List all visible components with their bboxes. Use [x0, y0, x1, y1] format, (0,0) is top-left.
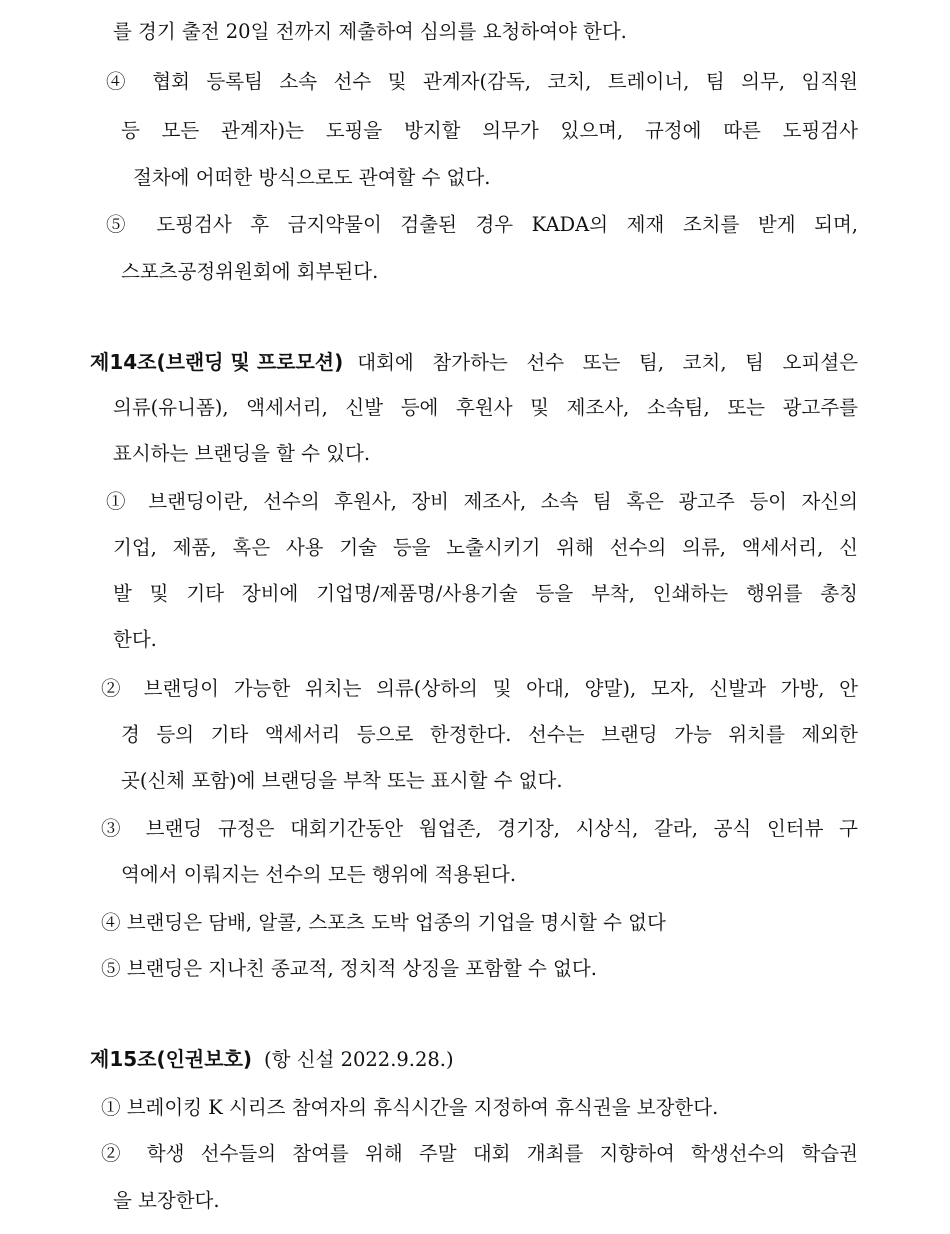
article-14-intro-line: 의류(유니폼), 액세서리, 신발 등에 후원사 및 제조사, 소속팀, 또는 광고주를: [113, 396, 858, 419]
article-14-item-5: ⑤ 브랜딩은 지나친 종교적, 정치적 상징을 포함할 수 없다.: [101, 957, 597, 980]
article-15-item-2-line: ② 학생 선수들의 참여를 위해 주말 대회 개최를 지향하여 학생선수의 학습권: [101, 1142, 858, 1165]
article-14-item-1-line: 한다.: [113, 628, 157, 651]
item-4-line: 등 모든 관계자)는 도핑을 방지할 의무가 있으며, 규정에 따른 도핑검사: [121, 119, 858, 142]
article-14-item-1-line: ① 브랜딩이란, 선수의 후원사, 장비 제조사, 소속 팀 혹은 광고주 등이 자신의: [106, 490, 858, 513]
article-15-item-1: ① 브레이킹 K 시리즈 참여자의 휴식시간을 지정하여 휴식권을 보장한다.: [101, 1096, 719, 1119]
item-5-line: 스포츠공정위원회에 회부된다.: [121, 260, 379, 283]
item-4-line: 절차에 어떠한 방식으로도 관여할 수 없다.: [133, 166, 491, 189]
article-14-item-2-line: ② 브랜딩이 가능한 위치는 의류(상하의 및 아대, 양말), 모자, 신발과 가방, 안: [101, 677, 858, 700]
article-14-item-1-line: 기업, 제품, 혹은 사용 기술 등을 노출시키기 위해 선수의 의류, 액세서리, 신: [113, 536, 858, 559]
paragraph-line: 를 경기 출전 20일 전까지 제출하여 심의를 요청하여야 한다.: [113, 20, 627, 43]
article-14-item-3-line: 역에서 이뤄지는 선수의 모든 행위에 적용된다.: [121, 863, 517, 886]
article-14-heading-row: [90, 349, 858, 376]
article-14-item-2-line: 경 등의 기타 액세서리 등으로 한정한다. 선수는 브랜딩 가능 위치를 제외한: [121, 723, 858, 746]
article-14-intro-line: 대회에 참가하는 선수 또는 팀, 코치, 팀 오피셜은: [357, 351, 858, 374]
item-5-line: ⑤ 도핑검사 후 금지약물이 검출된 경우 KADA의 제재 조치를 받게 되며,: [106, 213, 858, 236]
item-4-line: ④ 협회 등록팀 소속 선수 및 관계자(감독, 코치, 트레이너, 팀 의무, 임직원: [106, 70, 858, 93]
article-15-heading-row: [90, 1046, 454, 1073]
article-14-item-4: ④ 브랜딩은 담배, 알콜, 스포츠 도박 업종의 기업을 명시할 수 없다: [101, 911, 666, 934]
article-15-item-2-line: 을 보장한다.: [113, 1189, 220, 1212]
article-14-intro-line: 표시하는 브랜딩을 할 수 있다.: [113, 442, 371, 465]
article-15-note: (항 신설 2022.9.28.): [264, 1048, 454, 1071]
article-14-item-2-line: 곳(신체 포함)에 브랜딩을 부착 또는 표시할 수 없다.: [121, 769, 563, 792]
article-14-item-3-line: ③ 브랜딩 규정은 대회기간동안 웜업존, 경기장, 시상식, 갈라, 공식 인터뷰 구: [101, 817, 858, 840]
article-14-heading: 제14조(브랜딩 및 프로모션): [90, 350, 344, 374]
article-15-heading: 제15조(인권보호): [90, 1047, 253, 1071]
article-14-item-1-line: 발 및 기타 장비에 기업명/제품명/사용기술 등을 부착, 인쇄하는 행위를 총칭: [113, 582, 858, 605]
